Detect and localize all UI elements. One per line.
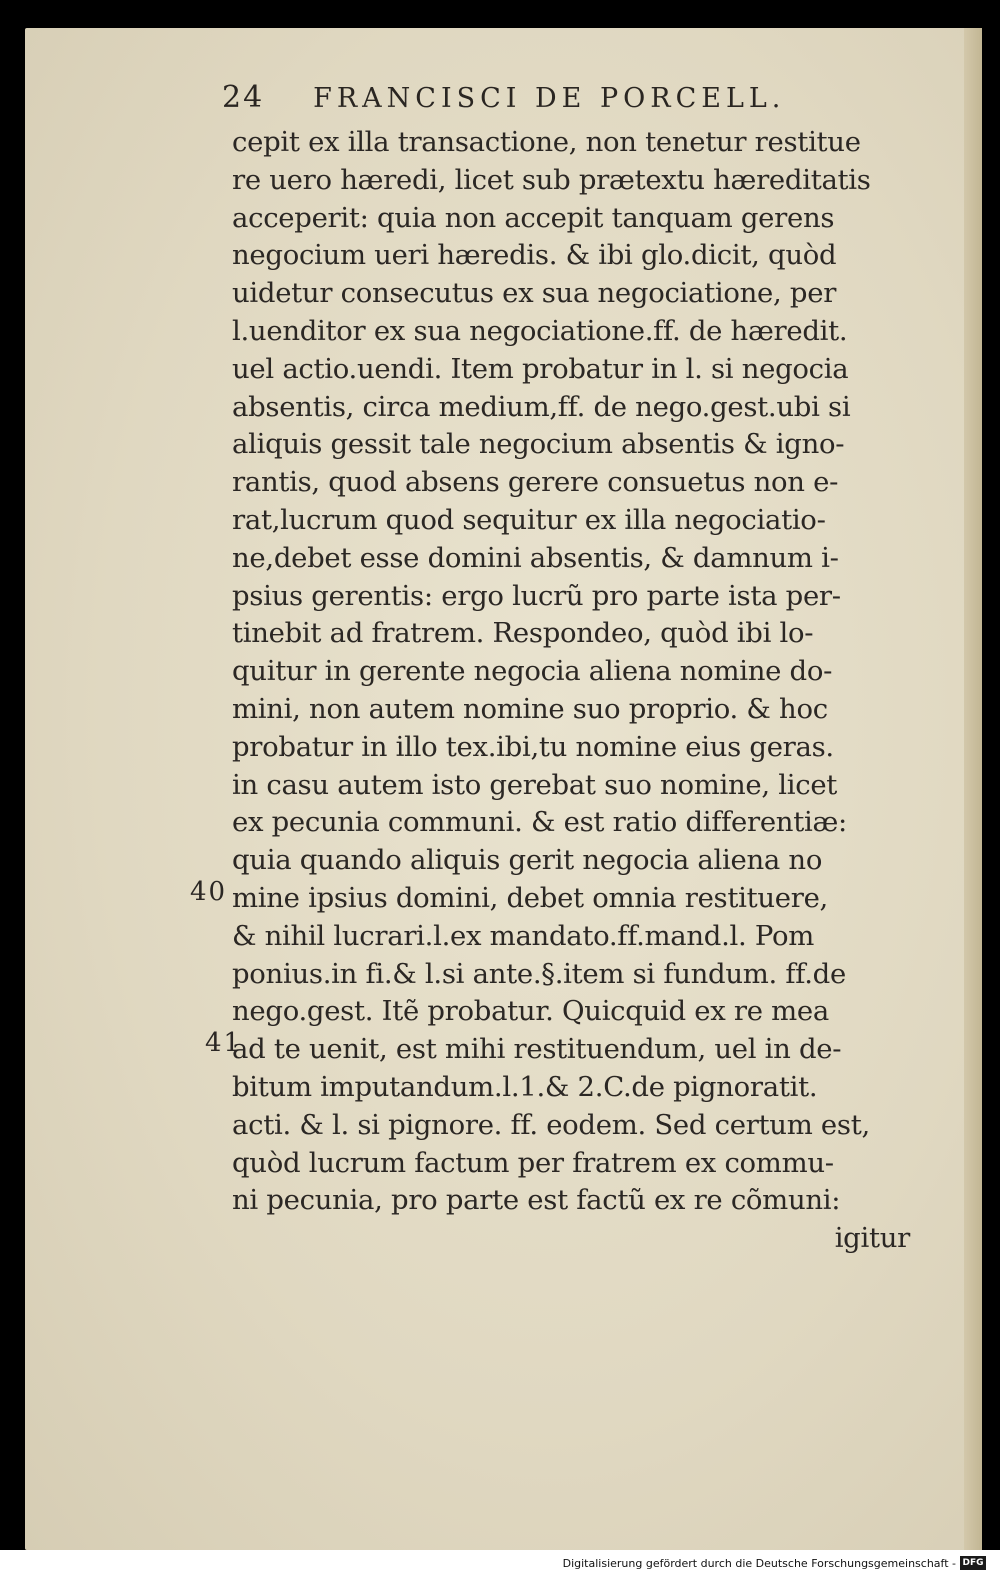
text-line: uel actio.uendi. Item probatur in l. si negocia — [232, 352, 849, 385]
text-line: & nihil lucrari.l.ex mandato.ff.mand.l. Pom — [232, 919, 815, 952]
text-line: cepit ex illa transactione, non tenetur restitue — [232, 126, 861, 158]
text-line: bitum imputandum.l.1.& 2.C.de pignoratit. — [232, 1070, 818, 1103]
text-line: psius gerentis: ergo lucrũ pro parte ista per- — [232, 579, 841, 612]
text-line: ne,debet esse domini absentis, & damnum i- — [232, 541, 839, 574]
text-line: quòd lucrum factum per fratrem ex commu- — [232, 1146, 834, 1179]
text-line: ex pecunia communi. & est ratio differentiæ: — [232, 806, 847, 839]
text-line: quitur in gerente negocia aliena nomine do- — [232, 655, 833, 688]
page-edge-shadow — [964, 28, 982, 1550]
text-line: absentis, circa medium,ff. de nego.gest.ubi si — [232, 390, 851, 423]
marginal-number-41: 41 — [205, 1028, 243, 1058]
text-line: rat,lucrum quod sequitur ex illa negociatio- — [232, 503, 826, 536]
page-number: 24 — [222, 80, 265, 115]
text-line: nego.gest. Itẽ probatur. Quicquid ex re mea — [232, 995, 829, 1028]
text-line: probatur in illo tex.ibi,tu nomine eius geras. — [232, 730, 834, 763]
text-line: negocium ueri hæredis. & ibi glo.dicit, quòd — [232, 239, 837, 272]
footer-credit: Digitalisierung gefördert durch die Deutsche Forschungsgemeinschaft - — [562, 1557, 956, 1570]
text-line: in casu autem isto gerebat suo nomine, licet — [232, 768, 838, 801]
catchword: igitur — [834, 1222, 910, 1255]
text-line: mini, non autem nomine suo proprio. & hoc — [232, 692, 828, 725]
text-line: tinebit ad fratrem. Respondeo, quòd ibi lo- — [232, 617, 814, 650]
dfg-logo: DFG — [960, 1556, 986, 1570]
marginal-number-40: 40 — [190, 877, 228, 907]
running-head — [222, 80, 902, 120]
text-line: ponius.in fi.& l.si ante.§.item si fundum. ff.de — [232, 957, 846, 990]
text-line: acti. & l. si pignore. ff. eodem. Sed certum est, — [232, 1108, 870, 1141]
text-line: aliquis gessit tale negocium absentis & igno- — [232, 428, 845, 461]
running-title: FRANCISCI DE PORCELL. — [313, 83, 786, 114]
text-line: quia quando aliquis gerit negocia aliena no — [232, 844, 823, 877]
text-line: mine ipsius domini, debet omnia restituere, — [232, 881, 828, 914]
body-text — [232, 124, 922, 1258]
text-line: l.uenditor ex sua negociatione.ff. de hæredit. — [232, 314, 848, 347]
text-line: ad te uenit, est mihi restituendum, uel in de- — [232, 1033, 842, 1066]
footer-bar — [0, 1550, 1000, 1582]
text-line: uidetur consecutus ex sua negociatione, per — [232, 277, 837, 310]
text-line: rantis, quod absens gerere consuetus non e- — [232, 466, 839, 499]
text-line: re uero hæredi, licet sub prætextu hæreditatis — [232, 163, 871, 196]
text-line: ni pecunia, pro parte est factũ ex re cõmuni: — [232, 1184, 841, 1217]
text-line: acceperit: quia non accepit tanquam gerens — [232, 201, 835, 234]
